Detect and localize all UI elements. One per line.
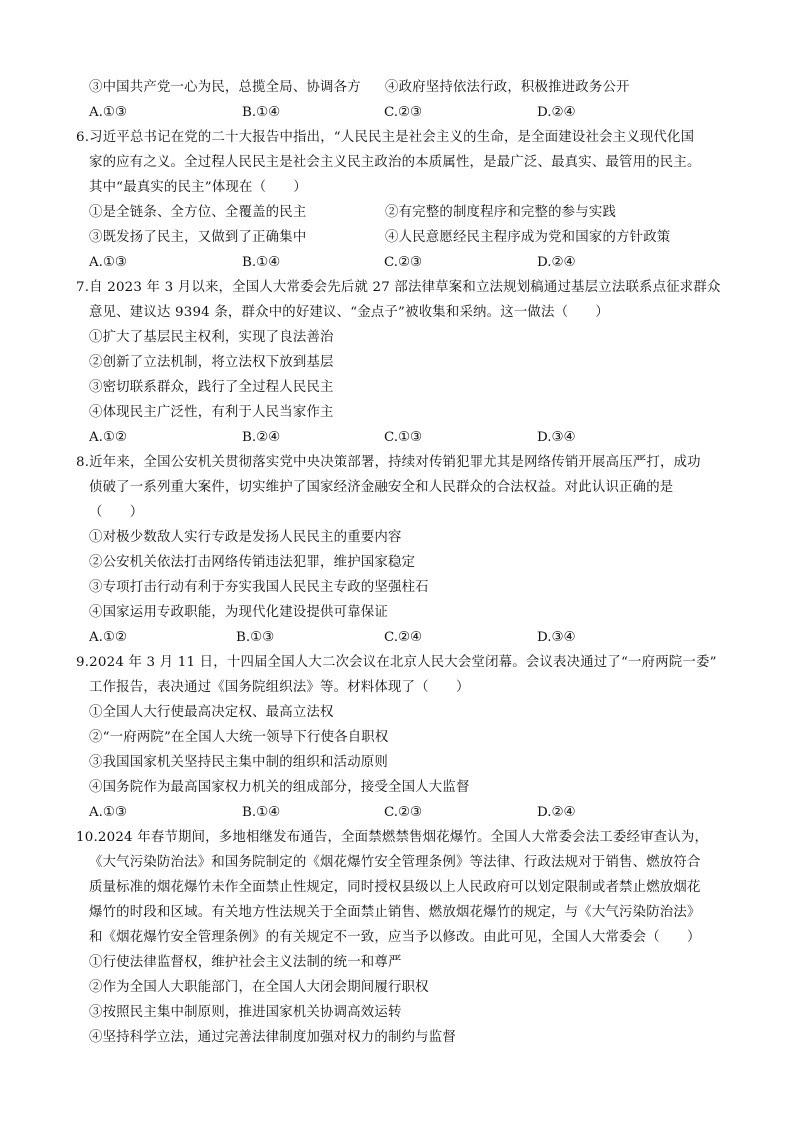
q9-choice-c[interactable]: C.②③ [384, 805, 423, 820]
q9-option-2: ②“一府两院”在全国人大统一领导下行使各自职权 [89, 730, 389, 745]
q5-choice-a[interactable]: A.①③ [89, 105, 127, 120]
q6-option-2: ②有完整的制度程序和完整的参与实践 [385, 205, 617, 220]
q9-option-4: ④国务院作为最高国家权力机关的组成部分，接受全国人大监督 [89, 780, 470, 795]
q7-option-3: ③密切联系群众，践行了全过程人民民主 [89, 380, 334, 395]
q6-choice-b[interactable]: B.①④ [242, 255, 281, 270]
q9-stem-line-1: 9.2024 年 3 月 11 日，十四届全国人大二次会议在北京人民大会堂闭幕。会议表决通过了“一府两院一委” [76, 655, 717, 670]
q5-option-4: ④政府坚持依法行政，积极推进政务公开 [385, 80, 630, 95]
q8-stem-line-3: （ ） [89, 505, 144, 520]
q6-stem-line-2: 家的应有之义。全过程人民民主是社会主义民主政治的本质属性，是最广泛、最真实、最管用的民主。 [89, 155, 701, 170]
q8-choice-a[interactable]: A.①② [89, 630, 127, 645]
q7-choice-d[interactable]: D.③④ [537, 430, 576, 445]
q9-option-3: ③我国国家机关坚持民主集中制的组织和活动原则 [89, 755, 388, 770]
q6-choice-a[interactable]: A.①③ [89, 255, 127, 270]
q6-stem-line-1: 6.习近平总书记在党的二十大报告中指出，“人民民主是社会主义的生命，是全面建设社会主义现代化国 [76, 130, 695, 145]
q8-stem-line-1: 8.近年来，全国公安机关贯彻落实党中央决策部署，持续对传销犯罪尤其是网络传销开展高压严打，成功 [76, 455, 701, 470]
q10-option-2: ②作为全国人大职能部门，在全国人大闭会期间履行职权 [89, 980, 429, 995]
q7-option-2: ②创新了立法机制，将立法权下放到基层 [89, 355, 334, 370]
q7-stem-line-2: 意见、建议达 9394 条，群众中的好建议、“金点子”被收集和采纳。这一做法（ ） [89, 305, 609, 320]
q9-choice-d[interactable]: D.②④ [537, 805, 576, 820]
q6-option-1: ①是全链条、全方位、全覆盖的民主 [89, 205, 307, 220]
q10-stem-line-3: 质量标准的烟花爆竹未作全面禁止性规定，同时授权县级以上人民政府可以划定限制或者禁止燃放烟花 [89, 880, 701, 895]
q9-choice-a[interactable]: A.①③ [89, 805, 127, 820]
q8-choice-b[interactable]: B.①③ [236, 630, 275, 645]
q6-choice-c[interactable]: C.②③ [384, 255, 423, 270]
q10-stem-line-2: 《大气污染防治法》和国务院制定的《烟花爆竹安全管理条例》等法律、行政法规对于销售、燃放符合 [89, 855, 701, 870]
q6-option-3: ③既发扬了民主，又做到了正确集中 [89, 230, 307, 245]
q9-stem-line-2: 工作报告，表决通过《国务院组织法》等。材料体现了（ ） [89, 680, 470, 695]
q7-stem-line-1: 7.自 2023 年 3 月以来，全国人大常委会先后就 27 部法律草案和立法规划稿通过基层立法联系点征求群众 [76, 280, 721, 295]
q6-option-4: ④人民意愿经民主程序成为党和国家的方针政策 [385, 230, 671, 245]
q8-option-3: ③专项打击行动有利于夯实我国人民民主专政的坚强柱石 [89, 580, 429, 595]
q8-choice-c[interactable]: C.②④ [384, 630, 423, 645]
q5-choice-b[interactable]: B.①④ [242, 105, 281, 120]
q5-choice-d[interactable]: D.②④ [537, 105, 576, 120]
q8-option-2: ②公安机关依法打击网络传销违法犯罪，维护国家稳定 [89, 555, 416, 570]
q7-choice-c[interactable]: C.①③ [384, 430, 423, 445]
q9-option-1: ①全国人大行使最高决定权、最高立法权 [89, 705, 334, 720]
q7-choice-b[interactable]: B.②④ [242, 430, 281, 445]
q10-stem-line-1: 10.2024 年春节期间，多地相继发布通告，全面禁燃禁售烟花爆竹。全国人大常委会法工委经审查认为， [76, 830, 709, 845]
q8-stem-line-2: 侦破了一系列重大案件，切实维护了国家经济金融安全和人民群众的合法权益。对此认识正确的是 [89, 480, 674, 495]
q10-option-4: ④坚持科学立法，通过完善法律制度加强对权力的制约与监督 [89, 1030, 456, 1045]
q10-stem-line-4: 爆竹的时段和区域。有关地方性法规关于全面禁止销售、燃放烟花爆竹的规定，与《大气污染防治法》 [89, 905, 701, 920]
q5-option-3: ③中国共产党一心为民，总揽全局、协调各方 [89, 80, 361, 95]
q7-option-4: ④体现民主广泛性，有利于人民当家作主 [89, 405, 334, 420]
q6-choice-d[interactable]: D.②④ [537, 255, 576, 270]
q7-option-1: ①扩大了基层民主权利，实现了良法善治 [89, 330, 334, 345]
q10-stem-line-5: 和《烟花爆竹安全管理条例》的有关规定不一致，应当予以修改。由此可见，全国人大常委会（ ） [89, 930, 701, 945]
q10-option-1: ①行使法律监督权，维护社会主义法制的统一和尊严 [89, 955, 402, 970]
q8-option-1: ①对极少数敌人实行专政是发扬人民民主的重要内容 [89, 530, 402, 545]
q10-option-3: ③按照民主集中制原则，推进国家机关协调高效运转 [89, 1005, 402, 1020]
q7-choice-a[interactable]: A.①② [89, 430, 127, 445]
q5-choice-c[interactable]: C.②③ [384, 105, 423, 120]
q6-stem-line-3: 其中“最真实的民主”体现在（ ） [89, 180, 307, 195]
q8-choice-d[interactable]: D.③④ [537, 630, 576, 645]
q8-option-4: ④国家运用专政职能，为现代化建设提供可靠保证 [89, 605, 388, 620]
q9-choice-b[interactable]: B.①④ [242, 805, 281, 820]
